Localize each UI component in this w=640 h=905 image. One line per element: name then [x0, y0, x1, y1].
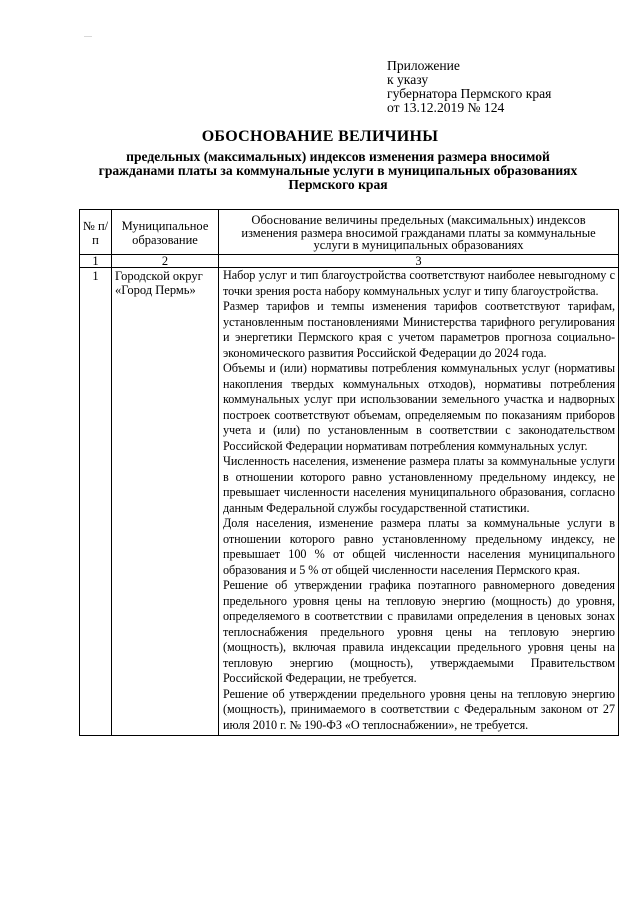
row-justification: [219, 268, 619, 736]
scan-mark: [84, 36, 92, 37]
justification-paragraph: Объемы и (или) нормативы потребления коммунальных услуг (нормативы накопления твердых коммунальных отходов), нормативы потребления коммунальных услуг при использовании земельного участка и надворных построек соответствуют объемам, определяемым по показаниям приборов учета и (или) по установленным в соответствии с законодательством Российской Федерации нормативам потребления коммунальных услуг.: [223, 361, 615, 453]
justification-paragraph: Доля населения, изменение размера платы за коммунальные услуги в отношении которого равно установленному предельному индексу, не превышает 100 % от общей численности населения муниципального образования и 5 % от общей численности населения Пермского края.: [223, 516, 615, 577]
header-municipality: Муниципальное образование: [112, 210, 219, 255]
document-subtitle: предельных (максимальных) индексов изменения размера вносимой гражданами платы за коммунальные услуги в муниципальных образованиях Пермского края: [98, 149, 578, 192]
justification-paragraph: Численность населения, изменение размера платы за коммунальные услуги в отношении которого равно установленному предельному индексу, не превышает численности населения муниципального образования, согласно данным Федеральной службы государственной статистики.: [223, 454, 615, 515]
justification-paragraph: Размер тарифов и темпы изменения тарифов соответствуют тарифам, установленным постановлениями Министерства тарифного регулирования и энергетики Пермского края с учетом параметров прогноза социально-экономического развития Российской Федерации до 2024 года.: [223, 299, 615, 360]
appendix-line: Приложение: [387, 58, 460, 73]
appendix-line: от 13.12.2019 № 124: [387, 100, 505, 115]
appendix-line: к указу: [387, 72, 429, 87]
justification-paragraph: Набор услуг и тип благоустройства соответствуют наиболее невыгодному с точки зрения роста набору коммунальных услуг и типу благоустройства.: [223, 268, 615, 298]
justification-paragraph: Решение об утверждении предельного уровня цены на тепловую энергию (мощность), принимаемого в соответствии с Федеральным законом от 27 июля 2010 г. № 190-ФЗ «О теплоснабжении», не требуется.: [223, 686, 615, 732]
column-number: 1: [80, 255, 112, 268]
column-number-row: [80, 255, 619, 268]
appendix-line: губернатора Пермского края: [387, 86, 552, 101]
header-justification: Обоснование величины предельных (максимальных) индексов изменения размера вносимой гражданами платы за коммунальные услуги в муниципальных образованиях: [219, 210, 619, 255]
table-header-row: [80, 210, 619, 255]
justification-table: [79, 209, 619, 736]
row-municipality: Городской округ «Город Пермь»: [112, 268, 219, 736]
column-number: 3: [219, 255, 619, 268]
justification-paragraph: Решение об утверждении графика поэтапного равномерного доведения предельного уровня цены на тепловую энергию (мощность) до уровня, определяемого в соответствии с правилами определения в ценовых зонах теплоснабжения предельного уровня цены на тепловую энергию (мощность), включая правила индексации предельного уровня цены на тепловую энергию (мощность), утверждаемыми Правительством Российской Федерации, не требуется.: [223, 578, 615, 685]
document-title: ОБОСНОВАНИЕ ВЕЛИЧИНЫ: [201, 128, 439, 145]
row-number: 1: [80, 268, 112, 736]
header-number: № п/п: [80, 210, 112, 255]
appendix-block: [387, 59, 551, 115]
column-number: 2: [112, 255, 219, 268]
table-row: [80, 268, 619, 736]
